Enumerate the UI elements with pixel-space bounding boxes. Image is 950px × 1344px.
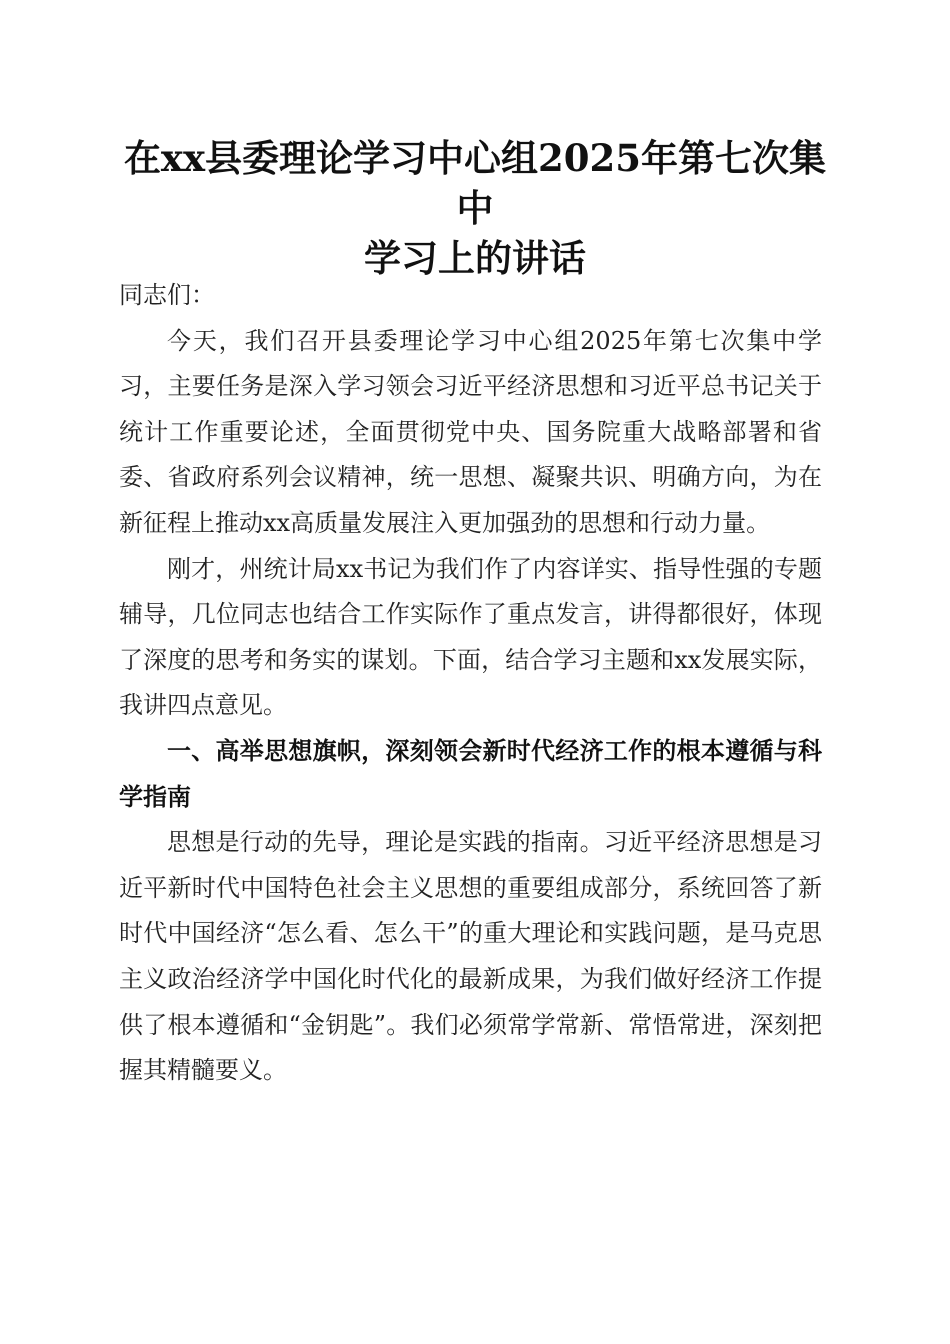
document-title <box>110 133 840 283</box>
title-line-1: 在xx县委理论学习中心组2025年第七次集中 <box>123 136 827 230</box>
salutation: 同志们： <box>119 281 215 309</box>
intro-paragraph: 今天，我们召开县委理论学习中心组2025年第七次集中学习，主要任务是深入学习领会习近平经济思想和习近平总书记关于统计工作重要论述，全面贯彻党中央、国务院重大战略部署和省委、省政府系列会议精神，统一思想、凝聚共识、明确方向，为在新征程上推动xx高质量发展注入更加强劲的思想和行动力量。 <box>119 326 822 537</box>
section-1-paragraph: 思想是行动的先导，理论是实践的指南。习近平经济思想是习近平新时代中国特色社会主义思想的重要组成部分，系统回答了新时代中国经济“怎么看、怎么干”的重大理论和实践问题，是马克思主义政治经济学中国化时代化的最新成果，为我们做好经济工作提供了根本遵循和“金钥匙”。我们必须常学常新、常悟常进，深刻把握其精髓要义。 <box>119 828 822 1085</box>
document-body <box>119 273 822 1094</box>
title-line-2: 学习上的讲话 <box>364 236 586 280</box>
section-1-heading: 一、高举思想旗帜，深刻领会新时代经济工作的根本遵循与科学指南 <box>119 736 822 811</box>
context-paragraph: 刚才，州统计局xx书记为我们作了内容详实、指导性强的专题辅导，几位同志也结合工作实际作了重点发言，讲得都很好，体现了深度的思考和务实的谋划。下面，结合学习主题和xx发展实际，我讲四点意见。 <box>119 554 822 720</box>
